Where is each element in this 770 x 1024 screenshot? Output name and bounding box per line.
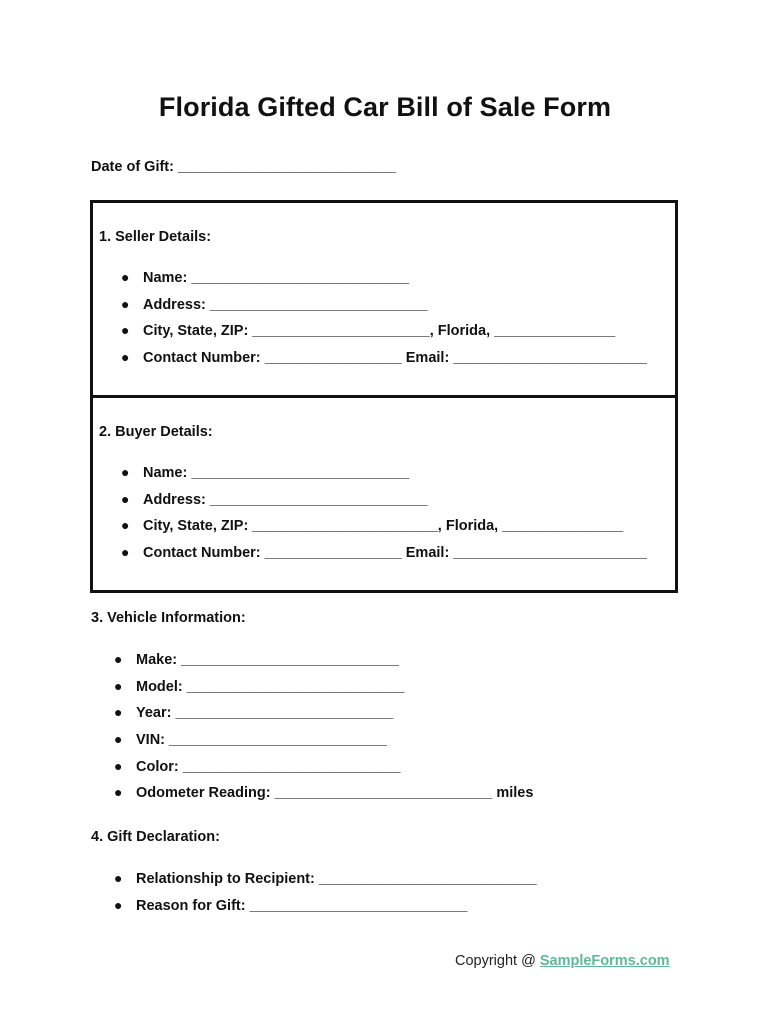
vehicle-model-field: Model: ___________________________ xyxy=(136,678,405,695)
list-item xyxy=(121,545,647,572)
list-item xyxy=(114,732,533,759)
list-item xyxy=(121,270,647,297)
bullet-icon: ● xyxy=(114,757,123,774)
buyer-address-field: Address: ___________________________ xyxy=(143,491,428,508)
seller-address-field: Address: ___________________________ xyxy=(143,296,428,313)
bullet-icon: ● xyxy=(114,731,123,748)
bullet-icon: ● xyxy=(121,322,130,339)
bullet-icon: ● xyxy=(114,896,123,913)
copyright-footer xyxy=(455,953,670,969)
buyer-details-box xyxy=(90,395,678,593)
date-of-gift-field: Date of Gift: ___________________________ xyxy=(91,159,396,175)
seller-details-heading: 1. Seller Details: xyxy=(99,229,212,245)
bullet-icon: ● xyxy=(114,784,123,801)
bullet-icon: ● xyxy=(114,704,123,721)
reason-for-gift-field: Reason for Gift: ___________________________ xyxy=(136,897,468,914)
bullet-icon: ● xyxy=(114,651,123,667)
list-item xyxy=(114,898,537,925)
seller-name-field: Name: ___________________________ xyxy=(143,270,410,286)
relationship-field: Relationship to Recipient: ___________________________ xyxy=(136,871,537,887)
list-item xyxy=(114,652,533,679)
list-item xyxy=(114,785,533,812)
bullet-icon: ● xyxy=(121,517,130,534)
list-item xyxy=(114,679,533,706)
buyer-contact-field: Contact Number: _________________ Email: ________________________ xyxy=(143,545,647,562)
bullet-icon: ● xyxy=(121,349,130,366)
bullet-icon: ● xyxy=(121,269,130,285)
bullet-icon: ● xyxy=(114,677,123,694)
list-item xyxy=(121,518,647,545)
seller-contact-field: Contact Number: _________________ Email: ________________________ xyxy=(143,350,647,367)
list-item xyxy=(114,871,537,898)
vehicle-color-field: Color: ___________________________ xyxy=(136,758,401,775)
buyer-details-heading: 2. Buyer Details: xyxy=(99,424,213,440)
list-item xyxy=(121,350,647,377)
vehicle-vin-field: VIN: ___________________________ xyxy=(136,732,387,749)
list-item xyxy=(121,297,647,324)
vehicle-information-heading: 3. Vehicle Information: xyxy=(91,610,246,626)
bullet-icon: ● xyxy=(121,295,130,312)
seller-city-state-zip-field: City, State, ZIP: ______________________, Florida, _______________ xyxy=(143,323,616,340)
brand-link[interactable]: SampleForms.com xyxy=(539,953,670,969)
vehicle-year-field: Year: ___________________________ xyxy=(136,705,394,722)
gift-declaration-list xyxy=(114,871,537,924)
buyer-city-state-zip-field: City, State, ZIP: _______________________, Florida, _______________ xyxy=(143,518,624,535)
bullet-icon: ● xyxy=(121,464,130,480)
bullet-icon: ● xyxy=(121,490,130,507)
vehicle-information-list xyxy=(114,652,533,812)
copyright-text: Copyright @ xyxy=(455,953,540,969)
list-item xyxy=(114,759,533,786)
page-title: Florida Gifted Car Bill of Sale Form xyxy=(158,92,612,122)
list-item xyxy=(121,465,647,492)
seller-details-list xyxy=(121,270,647,377)
buyer-name-field: Name: ___________________________ xyxy=(143,465,410,481)
bullet-icon: ● xyxy=(121,544,130,561)
vehicle-odometer-field: Odometer Reading: ___________________________ miles xyxy=(136,785,534,802)
seller-details-box xyxy=(90,200,678,398)
vehicle-make-field: Make: ___________________________ xyxy=(136,652,399,668)
list-item xyxy=(121,323,647,350)
gift-declaration-heading: 4. Gift Declaration: xyxy=(91,829,220,845)
bullet-icon: ● xyxy=(114,870,123,886)
buyer-details-list xyxy=(121,465,647,572)
list-item xyxy=(114,705,533,732)
list-item xyxy=(121,492,647,519)
